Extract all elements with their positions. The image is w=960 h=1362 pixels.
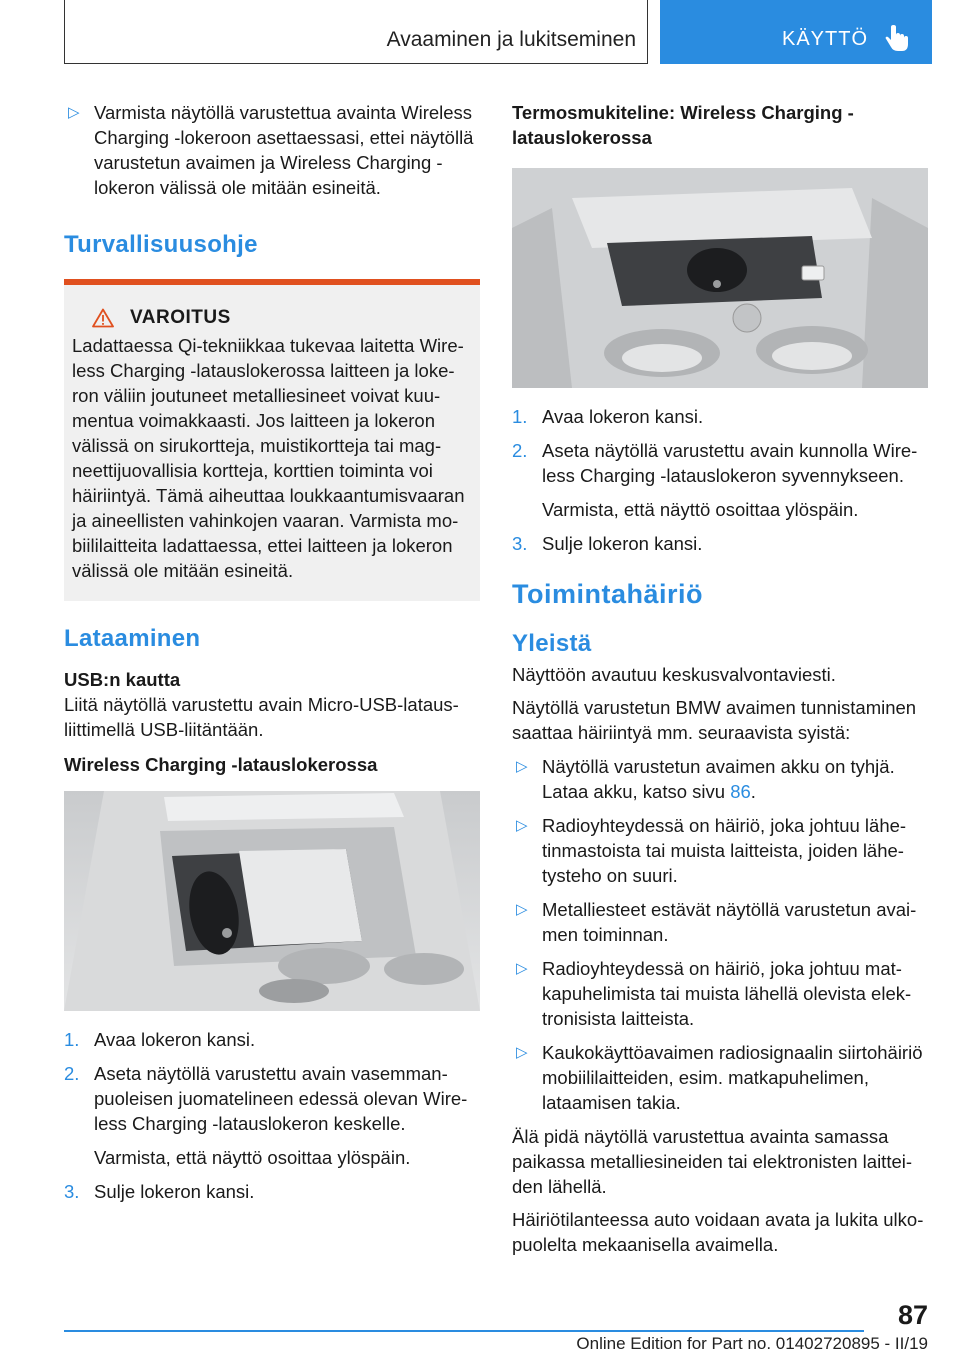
section-title: Avaaminen ja lukitseminen (386, 28, 636, 51)
malfunction-heading: Toimintahäiriö (512, 579, 704, 609)
triangle-bullet-icon: ▷ (516, 758, 528, 775)
list-item: 3. Sulje lokeron kansi. (512, 533, 703, 554)
wireless-heading: Wireless Charging -latauslokerossa (64, 754, 378, 775)
pointing-hand-icon (882, 24, 912, 54)
step-note: Varmista, että näyttö osoittaa ylöspäin. (94, 1147, 411, 1168)
usb-heading: USB:n kautta (64, 669, 181, 690)
chapter-tab[interactable] (660, 0, 932, 64)
general-text: Näytöllä varustetun BMW avaimen tunnistaminen saattaa häiriintyä mm. seuraavista syistä: (512, 697, 917, 743)
list-item: 3. Sulje lokeron kansi. (64, 1181, 255, 1202)
closing-text: Häiriötilanteessa auto voidaan avata ja lukita ulkopuolelta mekaanisella avaimella. (512, 1209, 924, 1255)
left-column (64, 100, 480, 1213)
list-item: ▷ Radioyhteydessä on häiriö, joka johtuu lähetinmastoista tai muista laitteista, joiden lähetysteho on suuri. (516, 815, 907, 886)
triangle-bullet-icon: ▷ (516, 817, 528, 834)
general-heading: Yleistä (512, 630, 592, 657)
usb-text: Liitä näytöllä varustettu avain Micro-USB-latausliittimellä USB-liitäntään. (64, 694, 459, 740)
warning-text: Ladattaessa Qi-tekniikkaa tukevaa laitetta Wireless Charging -latauslokerossa laitteen ja lokeron väliin joutuneet metalliesineet voivat kuumentua voimakkaasti. Jos laitteen ja lokeron välissä on sirukortteja, muistikortteja tai magneettijuovallisia kortteja, korttien toiminta voi häiriintyä. Tämä aiheuttaa loukkaantumisvaaran ja aineellisten vahinkojen vaaran. Varmista mobiililaitteita ladattaessa, ettei laitteen ja lokeron välissä ole mitään esineitä. (72, 335, 465, 581)
step-note: Varmista, että näyttö osoittaa ylöspäin. (542, 499, 859, 520)
page-link[interactable]: 86 (730, 781, 751, 802)
triangle-bullet-icon: ▷ (516, 901, 528, 918)
triangle-bullet-icon: ▷ (516, 960, 528, 977)
list-item: ▷ Kaukokäyttöavaimen radiosignaalin siirtohäiriö mobiililaitteiden, esim. matkapuhelimen, lataamisen takia. (516, 1042, 923, 1113)
wireless-tray-image (64, 791, 480, 1011)
charging-heading: Lataaminen (64, 625, 201, 652)
edition-note: Online Edition for Part no. 01402720895 - II/19 (576, 1334, 928, 1353)
cupholder-tray-image (512, 168, 928, 388)
chapter-title: KÄYTTÖ (781, 28, 868, 50)
list-item: 1. Avaa lokeron kansi. (64, 1029, 256, 1050)
list-item: 2. Aseta näytöllä varustettu avain vasemmanpuoleisen juomatelineen edessä olevan Wireless Charging -latauslokeron keskelle. (64, 1063, 468, 1134)
right-column (512, 100, 928, 1257)
list-item: ▷ Metalliesteet estävät näytöllä varustetun avaimen toiminnan. (516, 899, 917, 945)
triangle-bullet-icon: ▷ (68, 104, 80, 121)
safety-heading: Turvallisuusohje (64, 231, 258, 258)
list-item: ▷ Näytöllä varustetun avaimen akku on tyhjä. Lataa akku, katso sivu 86. (516, 756, 895, 802)
list-item: 1. Avaa lokeron kansi. (512, 406, 704, 427)
list-item: ▷ Radioyhteydessä on häiriö, joka johtuu matkapuhelimista tai muista lähellä olevista elektronisista laitteista. (516, 958, 912, 1029)
page-number: 87 (897, 1300, 928, 1330)
list-item: ▷ Varmista näytöllä varustettua avainta Wireless Charging -lokeroon asettaessasi, ettei näytöllä varustetun avaimen ja Wireless Charging -lokeron välissä ole mitään esineitä. (68, 102, 474, 198)
warning-title: VAROITUS (130, 307, 231, 328)
warning-box (64, 279, 480, 601)
list-item: 2. Aseta näytöllä varustettu avain kunnolla Wireless Charging -latauslokeron syvennykseen. (512, 440, 918, 486)
warning-triangle-icon (92, 308, 114, 328)
triangle-bullet-icon: ▷ (516, 1044, 528, 1061)
footer-divider (64, 1330, 864, 1332)
cupholder-heading: Termosmukiteline: Wireless Charging -latauslokerossa (512, 102, 854, 148)
general-text: Näyttöön avautuu keskusvalvontaviesti. (512, 664, 836, 685)
closing-text: Älä pidä näytöllä varustettua avainta samassa paikassa metalliesineiden tai elektronisten laitteiden lähellä. (512, 1126, 913, 1197)
